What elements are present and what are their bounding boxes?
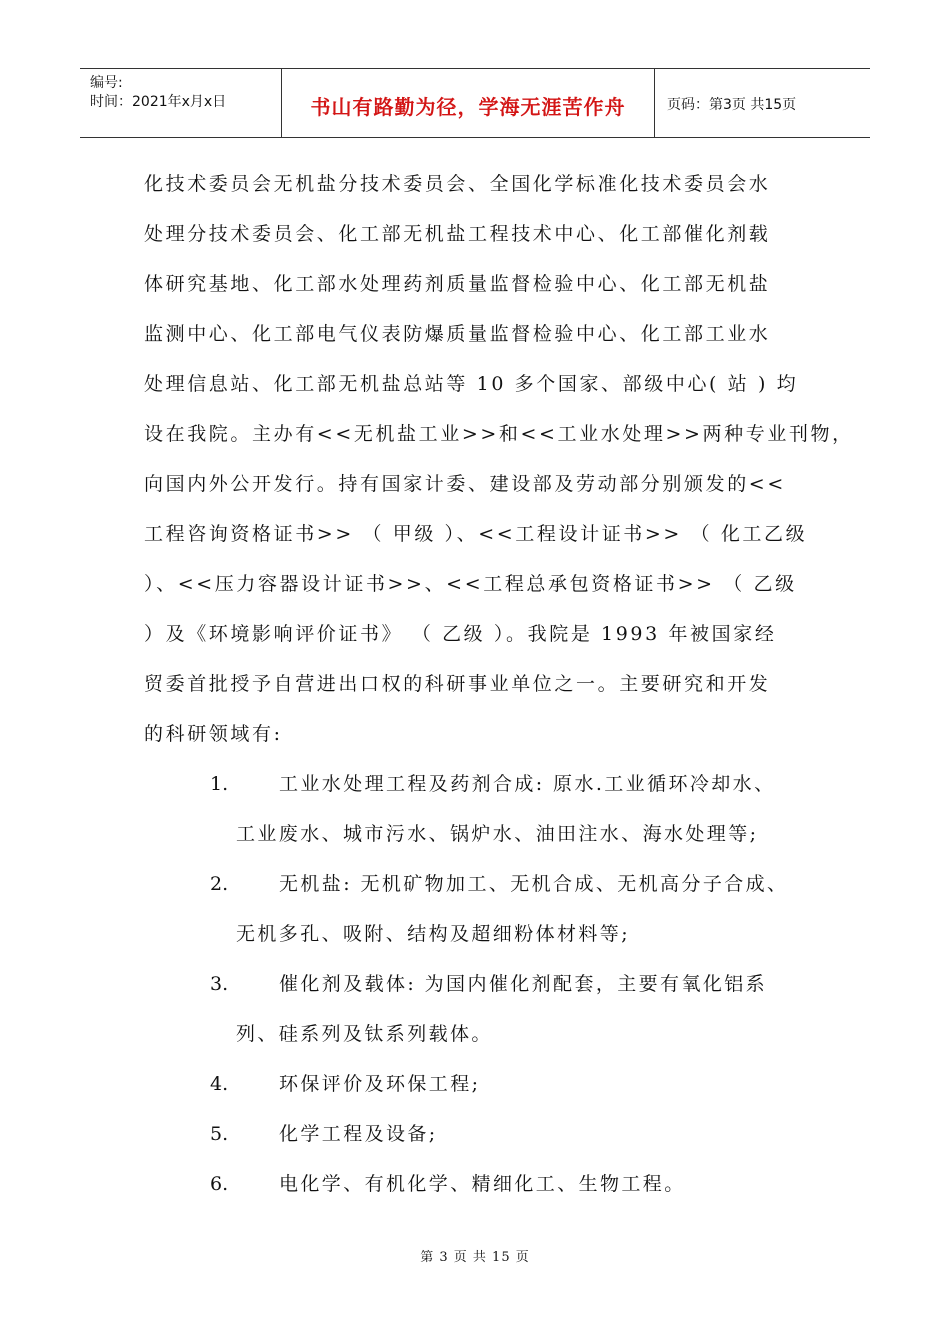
paragraph-line: 处理信息站、化工部无机盐总站等 10 多个国家、部级中心( 站 ) 均 (144, 373, 799, 395)
list-item-text: 催化剂及载体: 为国内催化剂配套，主要有氧化铝系 (279, 973, 768, 995)
body-paragraph (144, 166, 854, 766)
paragraph-line: 体研究基地、化工部水处理药剂质量监督检验中心、化工部无机盐 (144, 273, 771, 295)
list-item-text: 工业水处理工程及药剂合成: 原水.工业循环冷却水、 (279, 773, 776, 795)
list-item-number: 4. (210, 1073, 229, 1095)
paragraph-line: ）、<<压力容器设计证书>>、<<工程总承包资格证书>> （ 乙级 (144, 573, 797, 595)
page-header (80, 68, 870, 138)
list-item (0, 766, 950, 866)
list-item-number: 1. (210, 773, 229, 795)
header-meta-cell (80, 69, 282, 137)
list-item-number: 3. (210, 973, 229, 995)
research-field-list (0, 766, 950, 1216)
header-page-cell (655, 69, 870, 137)
paragraph-line: 监测中心、化工部电气仪表防爆质量监督检验中心、化工部工业水 (144, 323, 771, 345)
document-number-label: 编号: (90, 75, 123, 91)
page-footer: 第 3 页 共 15 页 (420, 1250, 530, 1265)
list-item-text-continued: 无机多孔、吸附、结构及超细粉体材料等; (236, 923, 631, 945)
list-item-text: 电化学、有机化学、精细化工、生物工程。 (279, 1173, 686, 1195)
paragraph-line: 工程咨询资格证书>> （ 甲级 ）、<<工程设计证书>> （ 化工乙级 (144, 523, 808, 545)
list-item (0, 1166, 950, 1216)
paragraph-line: 贸委首批授予自营进出口权的科研事业单位之一。主要研究和开发 (144, 673, 771, 695)
list-item (0, 1116, 950, 1166)
paragraph-line: 的科研领域有: (144, 723, 283, 745)
header-motto: 书山有路勤为径，学海无涯苦作舟 (310, 95, 626, 119)
paragraph-line: 化技术委员会无机盐分技术委员会、全国化学标准化技术委员会水 (144, 173, 771, 195)
list-item-text: 环保评价及环保工程; (279, 1073, 481, 1095)
paragraph-line: 处理分技术委员会、化工部无机盐工程技术中心、化工部催化剂载 (144, 223, 771, 245)
list-item (0, 966, 950, 1066)
list-item-text: 化学工程及设备; (279, 1123, 438, 1145)
list-item-number: 5. (210, 1123, 229, 1145)
list-item-number: 6. (210, 1173, 229, 1195)
list-item-text-continued: 列、硅系列及钛系列载体。 (236, 1023, 493, 1045)
paragraph-line: ）及《环境影响评价证书》 （ 乙级 ）。我院是 1993 年被国家经 (144, 623, 777, 645)
paragraph-line: 向国内外公开发行。持有国家计委、建设部及劳动部分别颁发的<< (144, 473, 786, 495)
list-item-text-continued: 工业废水、城市污水、锅炉水、油田注水、海水处理等; (236, 823, 759, 845)
header-motto-cell (282, 69, 655, 137)
list-item-text: 无机盐: 无机矿物加工、无机合成、无机高分子合成、 (279, 873, 789, 895)
list-item (0, 1066, 950, 1116)
list-item (0, 866, 950, 966)
document-time-label: 时间：2021年x月x日 (90, 94, 227, 110)
header-page-label: 页码：第3页 共15页 (667, 97, 797, 113)
paragraph-line: 设在我院。主办有<<无机盐工业>>和<<工业水处理>>两种专业刊物， (144, 423, 854, 445)
list-item-number: 2. (210, 873, 229, 895)
